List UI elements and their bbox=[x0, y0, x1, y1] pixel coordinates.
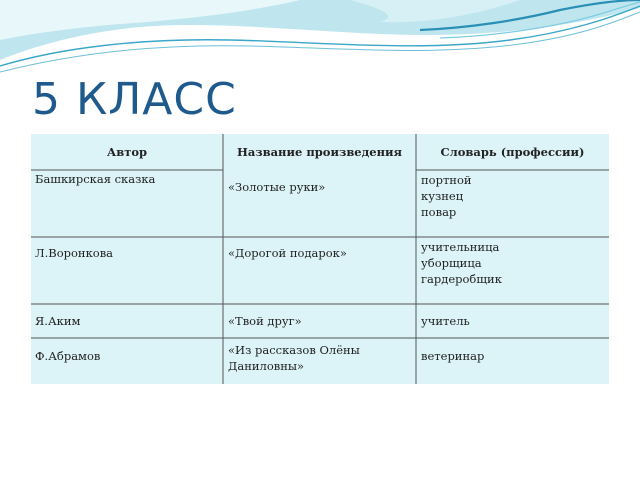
header-work: Название произведения bbox=[236, 145, 403, 159]
literature-table bbox=[31, 134, 609, 384]
row3-work: «Твой друг» bbox=[228, 314, 302, 328]
decorative-waves bbox=[0, 0, 640, 80]
header-vocabulary: Словарь (профессии) bbox=[440, 145, 585, 159]
row3-author: Я.Аким bbox=[35, 314, 81, 328]
header-author: Автор bbox=[106, 145, 148, 159]
slide-title: 5 КЛАСС bbox=[32, 74, 237, 125]
row1-author: Башкирская сказка bbox=[35, 172, 156, 186]
row4-author: Ф.Абрамов bbox=[35, 349, 101, 363]
row1-work: «Золотые руки» bbox=[228, 180, 326, 194]
row1-vocabulary: портной кузнец повар bbox=[421, 173, 472, 219]
row4-work: «Из рассказов Олёны Даниловны» bbox=[228, 343, 360, 373]
row2-vocabulary: учительница уборщица гардеробщик bbox=[421, 240, 502, 286]
row3-vocabulary: учитель bbox=[421, 314, 470, 328]
row2-work: «Дорогой подарок» bbox=[228, 246, 347, 260]
row2-author: Л.Воронкова bbox=[35, 246, 114, 260]
row4-vocabulary: ветеринар bbox=[421, 349, 485, 363]
